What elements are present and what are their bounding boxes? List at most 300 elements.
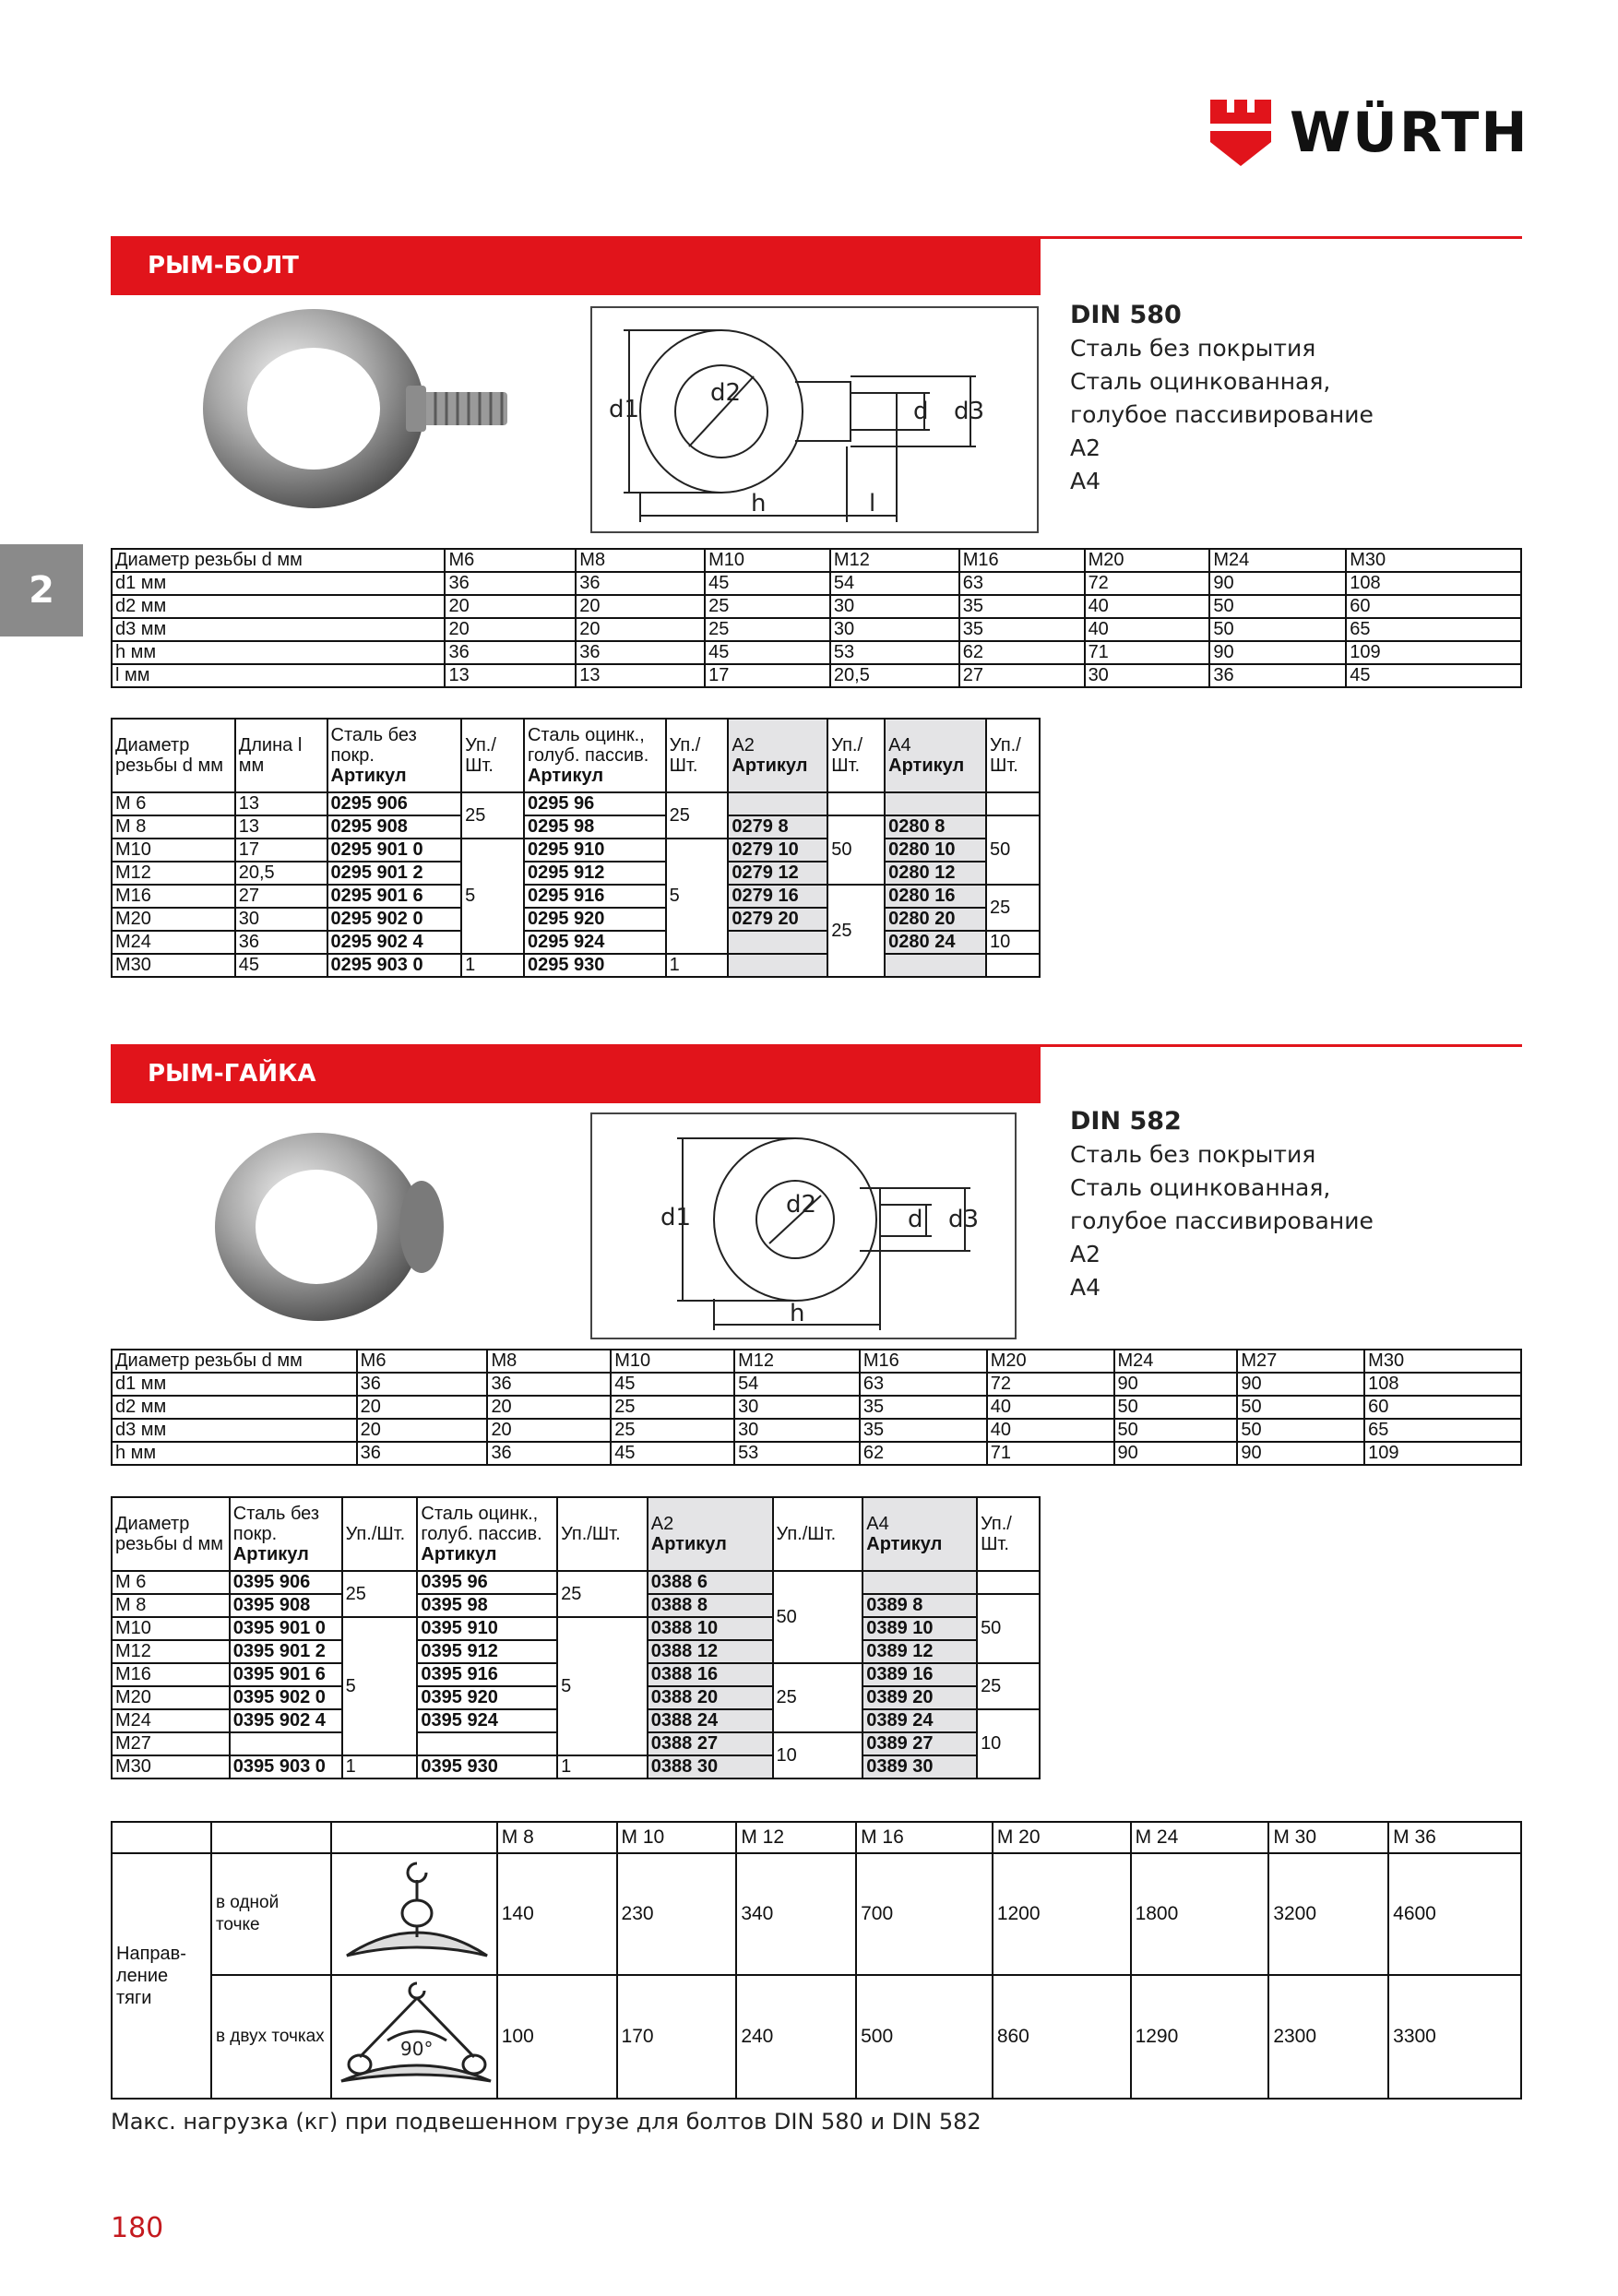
cell-article: 0280 12 — [885, 862, 986, 885]
cell-size: M10 — [112, 1617, 230, 1640]
header-pack: Уп./ Шт. — [461, 719, 524, 792]
cell-article: 0279 16 — [728, 885, 827, 908]
size-header: M 16 — [856, 1822, 993, 1853]
cell-article: 0279 12 — [728, 862, 827, 885]
cell: 45 — [705, 572, 830, 595]
cell-length: 13 — [235, 792, 327, 815]
cell-article: 0388 12 — [648, 1640, 773, 1663]
cell: 20 — [487, 1419, 611, 1442]
header-pack: Уп./Шт. — [557, 1497, 648, 1571]
cell-article: 0395 930 — [417, 1755, 557, 1779]
cell-article: 0388 30 — [648, 1755, 773, 1779]
cell-pack: 1 — [666, 954, 729, 977]
cell-size: M16 — [112, 885, 235, 908]
cell-article: 0279 20 — [728, 908, 827, 931]
section-title-eyenut: РЫМ-ГАЙКА — [111, 1044, 1041, 1103]
cell: 30 — [734, 1419, 860, 1442]
cell: M20 — [1085, 549, 1210, 572]
load-value: 1200 — [993, 1853, 1131, 1975]
header-steel — [230, 1497, 342, 1571]
table-row — [112, 618, 1521, 641]
cell: 60 — [1364, 1396, 1521, 1419]
header-a2-label: A2 — [650, 1514, 674, 1534]
header-a4-label: A4 — [888, 735, 911, 755]
cell-pack: 50 — [827, 815, 885, 885]
size-header: M 12 — [736, 1822, 856, 1853]
cell-length: 27 — [235, 885, 327, 908]
cell: M24 — [1209, 549, 1346, 572]
table-row — [112, 1755, 1040, 1779]
table-row — [112, 885, 1040, 908]
header-steel — [327, 719, 462, 792]
cell-pack: 25 — [827, 885, 885, 977]
cell-article: 0295 906 — [327, 792, 462, 815]
cell-article: 0395 902 0 — [230, 1686, 342, 1709]
cell: Диаметр резьбы d мм — [112, 1350, 357, 1373]
cell: 45 — [611, 1373, 734, 1396]
cell-empty — [986, 792, 1040, 815]
cell: 25 — [611, 1396, 734, 1419]
cell: 90 — [1114, 1442, 1238, 1465]
cell-pack: 5 — [342, 1617, 418, 1755]
eyenut-photo — [208, 1125, 447, 1328]
cell-size: M16 — [112, 1663, 230, 1686]
cell-empty — [863, 1571, 977, 1594]
cell-pack: 10 — [773, 1732, 863, 1779]
header-zinc — [524, 719, 666, 792]
label-d2: d2 — [710, 379, 742, 407]
section-rule — [1041, 1044, 1522, 1047]
table-row — [112, 595, 1521, 618]
cell-size: M24 — [112, 931, 235, 954]
cell: 36 — [445, 572, 576, 595]
table-row — [112, 1442, 1521, 1465]
load-value: 170 — [617, 1975, 737, 2099]
table-row — [112, 664, 1521, 687]
eyebolt-photo — [194, 304, 526, 517]
size-header: M 36 — [1388, 1822, 1521, 1853]
eyebolt-drawing — [590, 306, 1039, 533]
cell-pack: 1 — [342, 1755, 418, 1779]
cell: 65 — [1346, 618, 1521, 641]
cell-size: M12 — [112, 862, 235, 885]
cell-article: 0280 8 — [885, 815, 986, 839]
brand-name: WÜRTH — [1290, 101, 1529, 165]
cell: 62 — [860, 1442, 987, 1465]
cell-size: M 8 — [112, 1594, 230, 1617]
cell: 36 — [576, 572, 705, 595]
cell: Диаметр резьбы d мм — [112, 549, 445, 572]
cell: 27 — [959, 664, 1085, 687]
cell-article: 0295 903 0 — [327, 954, 462, 977]
cell: 36 — [487, 1373, 611, 1396]
eyebolt-dimensions-table — [111, 548, 1522, 688]
cell-pack: 50 — [773, 1571, 863, 1663]
header-article: Артикул — [232, 1544, 309, 1564]
cell: 20 — [357, 1419, 488, 1442]
cell-article: 0279 8 — [728, 815, 827, 839]
spec-line: Сталь без покрытия — [1070, 1141, 1316, 1168]
table-row — [112, 908, 1040, 931]
cell-article: 0280 16 — [885, 885, 986, 908]
cell: 45 — [611, 1442, 734, 1465]
load-value: 4600 — [1388, 1853, 1521, 1975]
cell: 40 — [987, 1419, 1114, 1442]
cell-article: 0388 8 — [648, 1594, 773, 1617]
cell: 17 — [705, 664, 830, 687]
cell-article: 0395 902 4 — [230, 1709, 342, 1732]
cell: 71 — [1085, 641, 1210, 664]
cell-article: 0295 98 — [524, 815, 666, 839]
size-header: M 20 — [993, 1822, 1131, 1853]
cell: h мм — [112, 1442, 357, 1465]
cell-empty — [728, 931, 827, 954]
cell: M27 — [1237, 1350, 1364, 1373]
header-a2 — [728, 719, 827, 792]
load-value: 240 — [736, 1975, 856, 2099]
cell-pack: 1 — [461, 954, 524, 977]
cell: M20 — [987, 1350, 1114, 1373]
cell: 36 — [357, 1373, 488, 1396]
cell-size: M20 — [112, 908, 235, 931]
header-pack: Уп./Шт. — [342, 1497, 418, 1571]
cell-size: M30 — [112, 954, 235, 977]
cell-article: 0280 10 — [885, 839, 986, 862]
cell-empty — [728, 792, 827, 815]
cell: 90 — [1209, 641, 1346, 664]
cell-article — [417, 1732, 557, 1755]
cell: M12 — [830, 549, 959, 572]
cell: 25 — [611, 1419, 734, 1442]
cell-article: 0295 920 — [524, 908, 666, 931]
table-row — [112, 862, 1040, 885]
cell: 71 — [987, 1442, 1114, 1465]
cell-article: 0389 30 — [863, 1755, 977, 1779]
load-capacity-table — [111, 1821, 1522, 2100]
header-pack: Уп./ Шт. — [986, 719, 1040, 792]
eyebolt-spec — [1070, 299, 1374, 498]
din-standard: DIN 580 — [1070, 301, 1182, 329]
cell: M16 — [959, 549, 1085, 572]
load-value: 3300 — [1388, 1975, 1521, 2099]
header-zinc-label: Сталь оцинк., голуб. пассив. — [421, 1504, 542, 1544]
eyebolt-articles-table — [111, 718, 1041, 978]
cell-article: 0388 24 — [648, 1709, 773, 1732]
cell-article: 0395 901 0 — [230, 1617, 342, 1640]
angle-label: 90° — [399, 2038, 434, 2060]
header-pack: Уп./ Шт. — [827, 719, 885, 792]
section-rule — [1041, 236, 1522, 239]
header-pack: Уп./ Шт. — [977, 1497, 1040, 1571]
cell-empty — [885, 954, 986, 977]
table-row — [112, 1373, 1521, 1396]
header-length: Длина l мм — [235, 719, 327, 792]
cell-pack: 10 — [977, 1709, 1040, 1779]
cell: 36 — [357, 1442, 488, 1465]
cell-pack: 10 — [986, 931, 1040, 954]
load-value: 1800 — [1131, 1853, 1269, 1975]
label-d1: d1 — [609, 396, 640, 423]
cell: 54 — [830, 572, 959, 595]
cell: M30 — [1346, 549, 1521, 572]
load-value: 230 — [617, 1853, 737, 1975]
cell-article: 0395 96 — [417, 1571, 557, 1594]
cell: 30 — [830, 618, 959, 641]
cell-pack: 25 — [773, 1663, 863, 1732]
cell: 35 — [860, 1396, 987, 1419]
header-zinc — [417, 1497, 557, 1571]
table-row — [112, 954, 1040, 977]
eyenut-spec — [1070, 1105, 1374, 1304]
header-article: Артикул — [732, 755, 808, 776]
header-article: Артикул — [527, 766, 604, 786]
load-value: 700 — [856, 1853, 993, 1975]
eyenut-drawing — [590, 1112, 1017, 1339]
cell: 90 — [1209, 572, 1346, 595]
cell-pack: 25 — [342, 1571, 418, 1617]
size-header: M 8 — [497, 1822, 617, 1853]
spec-line: голубое пассивирование — [1070, 1207, 1374, 1234]
header-a4 — [863, 1497, 977, 1571]
cell: 20 — [357, 1396, 488, 1419]
header-article: Артикул — [866, 1534, 943, 1554]
cell: 62 — [959, 641, 1085, 664]
label-d3: d3 — [948, 1206, 980, 1233]
cell-length: 13 — [235, 815, 327, 839]
table-header-row — [112, 1497, 1040, 1571]
header-zinc-label: Сталь оцинк., голуб. пассив. — [527, 725, 649, 766]
cell-pack: 5 — [461, 839, 524, 954]
cell: 35 — [959, 618, 1085, 641]
cell-article: 0389 20 — [863, 1686, 977, 1709]
cell: 50 — [1209, 618, 1346, 641]
table-row — [112, 1975, 1521, 2099]
header-thread: Диаметр резьбы d мм — [112, 719, 235, 792]
cell-article: 0280 24 — [885, 931, 986, 954]
spec-line: A2 — [1070, 434, 1101, 461]
wurth-logo-icon — [1210, 100, 1271, 166]
cell: 50 — [1114, 1396, 1238, 1419]
cell-article: 0395 901 6 — [230, 1663, 342, 1686]
cell: 36 — [445, 641, 576, 664]
table-row — [112, 931, 1040, 954]
cell: 30 — [1085, 664, 1210, 687]
cell: M24 — [1114, 1350, 1238, 1373]
load-value: 340 — [736, 1853, 856, 1975]
cell-size: M10 — [112, 839, 235, 862]
header-thread: Диаметр резьбы d мм — [112, 1497, 230, 1571]
header-a2-label: A2 — [732, 735, 755, 755]
cell: 65 — [1364, 1419, 1521, 1442]
cell: 54 — [734, 1373, 860, 1396]
table-row — [112, 641, 1521, 664]
cell: 108 — [1364, 1373, 1521, 1396]
cell: 109 — [1364, 1442, 1521, 1465]
spec-line: голубое пассивирование — [1070, 401, 1374, 428]
cell-article: 0388 16 — [648, 1663, 773, 1686]
cell-article: 0295 901 6 — [327, 885, 462, 908]
cell-article: 0389 12 — [863, 1640, 977, 1663]
size-header: M 10 — [617, 1822, 737, 1853]
label-h: h — [790, 1300, 805, 1327]
cell: d1 мм — [112, 572, 445, 595]
size-header: M 24 — [1131, 1822, 1269, 1853]
cell: d2 мм — [112, 595, 445, 618]
cell: 90 — [1237, 1442, 1364, 1465]
cell-article: 0395 98 — [417, 1594, 557, 1617]
cell: M16 — [860, 1350, 987, 1373]
cell-empty — [827, 792, 885, 815]
eyenut-articles-table — [111, 1496, 1041, 1779]
cell: 90 — [1114, 1373, 1238, 1396]
cell: 20 — [445, 595, 576, 618]
cell: 20 — [576, 618, 705, 641]
cell-article: 0388 20 — [648, 1686, 773, 1709]
cell-size: M24 — [112, 1709, 230, 1732]
cell-article: 0295 96 — [524, 792, 666, 815]
cell-pack: 25 — [977, 1663, 1040, 1709]
table-header-row — [112, 1350, 1521, 1373]
cell: 63 — [860, 1373, 987, 1396]
cell-article: 0279 10 — [728, 839, 827, 862]
cell: 35 — [860, 1419, 987, 1442]
cell-size: M 8 — [112, 815, 235, 839]
cell-article: 0295 908 — [327, 815, 462, 839]
table-row — [112, 815, 1040, 839]
cell-empty — [885, 792, 986, 815]
cell-size: M12 — [112, 1640, 230, 1663]
cell: d3 мм — [112, 618, 445, 641]
cell-pack: 25 — [666, 792, 729, 839]
cell: 109 — [1346, 641, 1521, 664]
cell-article: 0395 910 — [417, 1617, 557, 1640]
cell: 45 — [1346, 664, 1521, 687]
cell-length: 30 — [235, 908, 327, 931]
load-value: 3200 — [1268, 1853, 1388, 1975]
table-header-row — [112, 549, 1521, 572]
table-row — [112, 1617, 1040, 1640]
cell: 20 — [576, 595, 705, 618]
cell: 30 — [734, 1396, 860, 1419]
cell: 13 — [576, 664, 705, 687]
cell-article: 0389 10 — [863, 1617, 977, 1640]
cell-size: M30 — [112, 1755, 230, 1779]
label-l: l — [869, 490, 876, 517]
cell-pack: 25 — [461, 792, 524, 839]
cell-article: 0389 24 — [863, 1709, 977, 1732]
cell: 20 — [445, 618, 576, 641]
header-a2 — [648, 1497, 773, 1571]
table-header-row — [112, 719, 1040, 792]
cell: d3 мм — [112, 1419, 357, 1442]
cell-article: 0395 908 — [230, 1594, 342, 1617]
table-row — [112, 572, 1521, 595]
cell: 30 — [830, 595, 959, 618]
header-a4-label: A4 — [866, 1514, 889, 1534]
cell-empty — [728, 954, 827, 977]
cell: d2 мм — [112, 1396, 357, 1419]
table-row — [112, 1571, 1040, 1594]
cell: 53 — [830, 641, 959, 664]
table-header-row — [112, 1822, 1521, 1853]
cell-empty — [331, 1822, 497, 1853]
cell: 13 — [445, 664, 576, 687]
header-article: Артикул — [330, 766, 407, 786]
cell-pack: 50 — [986, 815, 1040, 885]
table-row — [112, 1419, 1521, 1442]
cell-article: 0395 912 — [417, 1640, 557, 1663]
cell-article: 0388 10 — [648, 1617, 773, 1640]
cell: M10 — [705, 549, 830, 572]
cell-empty — [977, 1571, 1040, 1594]
cell: 36 — [576, 641, 705, 664]
cell: 45 — [705, 641, 830, 664]
cell-article: 0388 6 — [648, 1571, 773, 1594]
cell: 50 — [1114, 1419, 1238, 1442]
cell: 40 — [987, 1396, 1114, 1419]
label-h: h — [751, 490, 767, 517]
load-mode-label: в двух точках — [211, 1975, 331, 2099]
cell: 63 — [959, 572, 1085, 595]
label-d1: d1 — [660, 1204, 692, 1231]
spec-line: A2 — [1070, 1241, 1101, 1267]
label-d2: d2 — [786, 1191, 817, 1219]
cell-article: 0295 902 0 — [327, 908, 462, 931]
cell: 72 — [1085, 572, 1210, 595]
spec-line: A4 — [1070, 468, 1101, 494]
cell: 25 — [705, 595, 830, 618]
cell-article: 0295 924 — [524, 931, 666, 954]
cell: 20,5 — [830, 664, 959, 687]
cell-article: 0295 901 2 — [327, 862, 462, 885]
cell-article: 0295 930 — [524, 954, 666, 977]
spec-line: Сталь без покрытия — [1070, 335, 1316, 362]
cell-article: 0295 901 0 — [327, 839, 462, 862]
cell-article: 0389 16 — [863, 1663, 977, 1686]
cell: 50 — [1237, 1419, 1364, 1442]
cell: 108 — [1346, 572, 1521, 595]
cell: 50 — [1237, 1396, 1364, 1419]
cell-length: 20,5 — [235, 862, 327, 885]
cell-pack: 1 — [557, 1755, 648, 1779]
cell: M8 — [487, 1350, 611, 1373]
cell-length: 36 — [235, 931, 327, 954]
two-point-lift-icon — [331, 1975, 497, 2099]
cell: 35 — [959, 595, 1085, 618]
cell-pack: 25 — [986, 885, 1040, 931]
cell-size: M 6 — [112, 1571, 230, 1594]
table-row — [112, 1853, 1521, 1975]
label-d: d — [908, 1206, 923, 1233]
cell: 50 — [1209, 595, 1346, 618]
header-steel-label: Сталь без покр. — [330, 725, 417, 766]
size-header: M 30 — [1268, 1822, 1388, 1853]
page-number: 180 — [111, 2212, 164, 2244]
cell-article: 0395 920 — [417, 1686, 557, 1709]
cell: 36 — [1209, 664, 1346, 687]
cell-article: 0395 903 0 — [230, 1755, 342, 1779]
cell: 40 — [1085, 595, 1210, 618]
cell-empty — [112, 1822, 211, 1853]
cell-article: 0295 912 — [524, 862, 666, 885]
cell-article: 0389 8 — [863, 1594, 977, 1617]
cell-pack: 5 — [666, 839, 729, 954]
table-row — [112, 1396, 1521, 1419]
cell: 36 — [487, 1442, 611, 1465]
spec-line: A4 — [1070, 1274, 1101, 1301]
cell: 90 — [1237, 1373, 1364, 1396]
load-value: 1290 — [1131, 1975, 1269, 2099]
